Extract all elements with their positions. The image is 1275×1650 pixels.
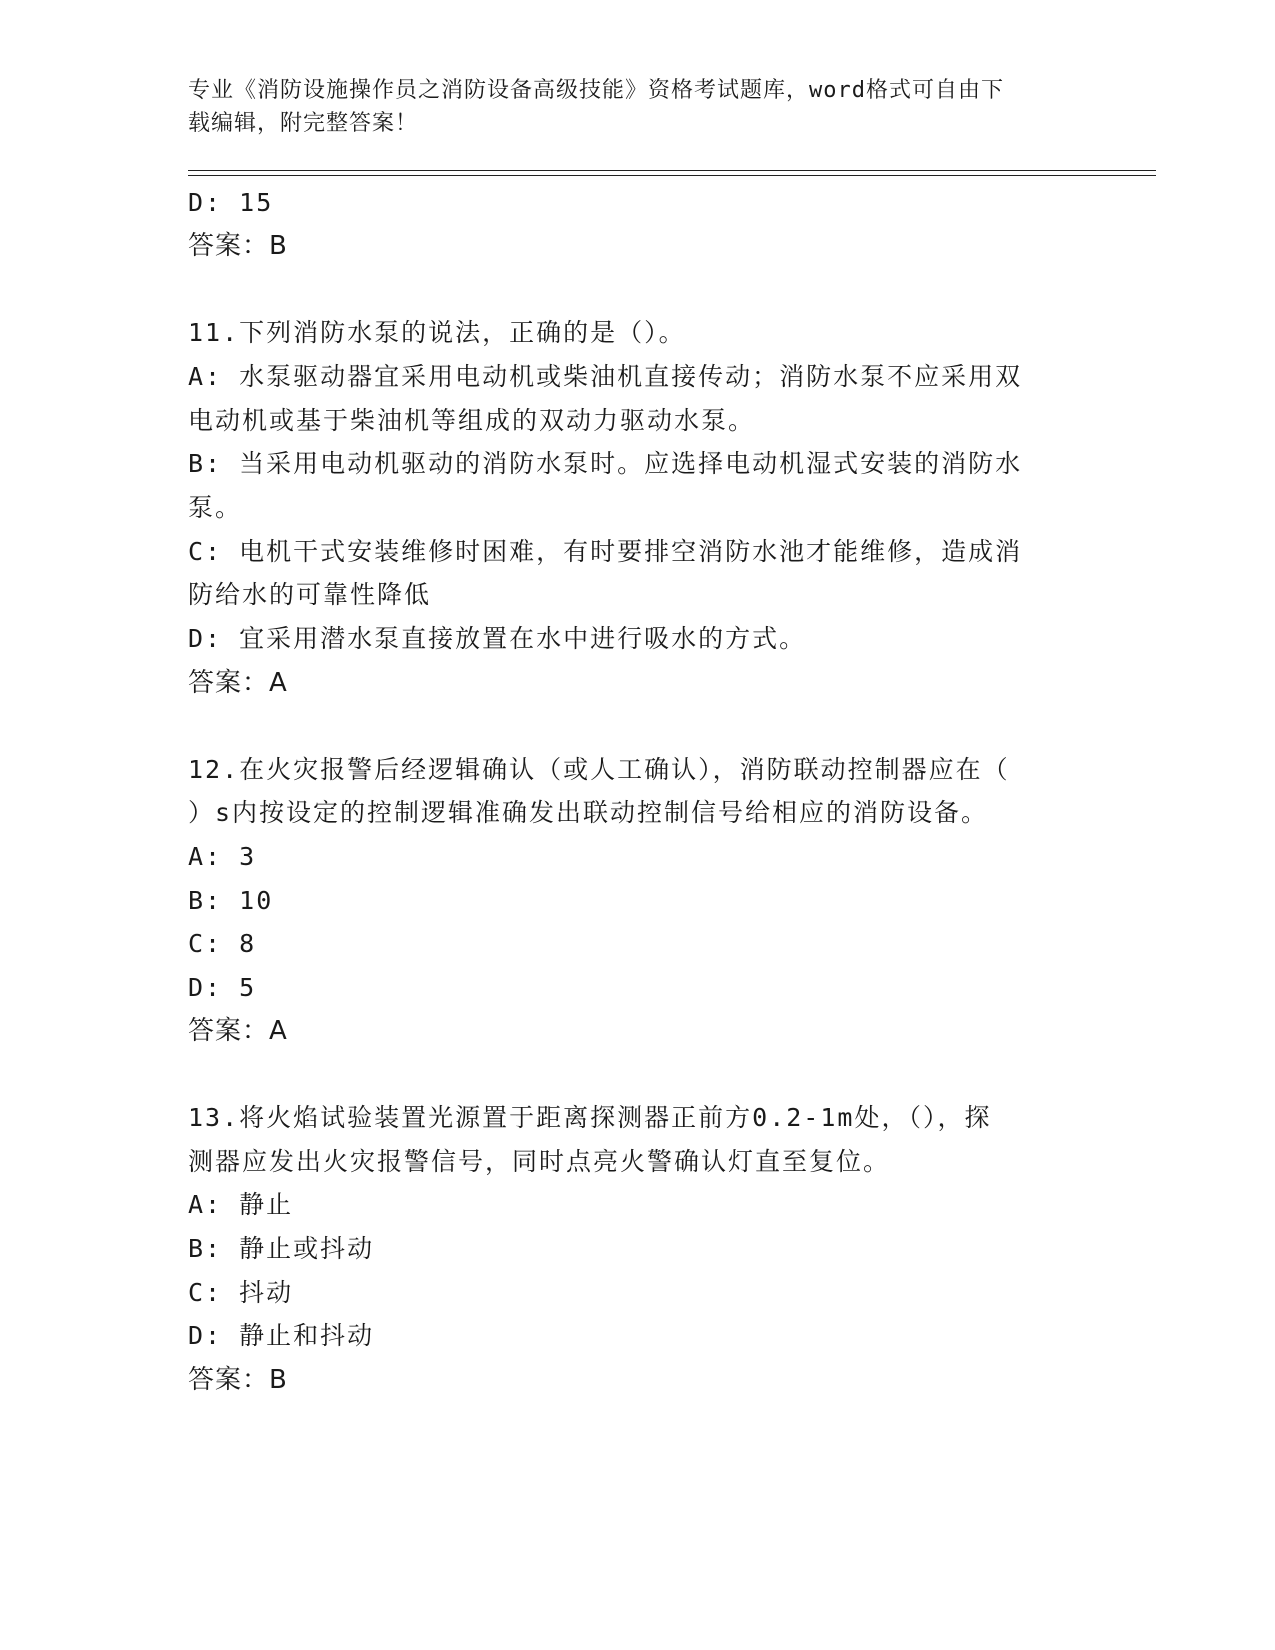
q12-option-c: C: 8 <box>188 929 257 958</box>
q12-option-b: B: 10 <box>188 886 274 915</box>
q11-option-c-line1: C: 电机干式安装维修时困难，有时要排空消防水池才能维修，造成消 <box>188 537 1023 566</box>
q12-stem-line2: ）s内按设定的控制逻辑准确发出联动控制信号给相应的消防设备。 <box>188 798 989 827</box>
q11-option-d: D: 宜采用潜水泵直接放置在水中进行吸水的方式。 <box>188 624 807 653</box>
q12-stem-line1: 12.在火灾报警后经逻辑确认（或人工确认），消防联动控制器应在（ <box>188 755 1010 784</box>
q12-answer: 答案：A <box>188 1016 288 1046</box>
header-rule-top <box>188 170 1156 171</box>
q11-stem: 11.下列消防水泵的说法，正确的是（）。 <box>188 318 686 347</box>
prev-option-d: D: 15 <box>188 188 274 217</box>
q13-option-b: B: 静止或抖动 <box>188 1234 375 1263</box>
q13-stem-line2: 测器应发出火灾报警信号，同时点亮火警确认灯直至复位。 <box>188 1147 891 1176</box>
prev-answer: 答案：B <box>188 231 288 261</box>
header-line-2: 载编辑，附完整答案！ <box>188 111 419 136</box>
q11-option-a-line2: 电动机或基于柴油机等组成的双动力驱动水泵。 <box>188 406 756 435</box>
q11-option-b-line1: B: 当采用电动机驱动的消防水泵时。应选择电动机湿式安装的消防水 <box>188 449 1023 478</box>
header-line-1: 专业《消防设施操作员之消防设备高级技能》资格考试题库，word格式可自由下 <box>188 78 1004 103</box>
q11-option-a-line1: A: 水泵驱动器宜采用电动机或柴油机直接传动；消防水泵不应采用双 <box>188 362 1023 391</box>
header-rule-bottom <box>188 175 1156 176</box>
q11-answer: 答案：A <box>188 668 288 698</box>
q11-option-b-line2: 泵。 <box>188 493 243 522</box>
q13-option-d: D: 静止和抖动 <box>188 1321 375 1350</box>
q13-answer: 答案：B <box>188 1365 288 1395</box>
q12-option-a: A: 3 <box>188 842 257 871</box>
q13-option-a: A: 静止 <box>188 1190 294 1219</box>
q13-stem-line1: 13.将火焰试验装置光源置于距离探测器正前方0.2-1m处，（），探 <box>188 1103 992 1132</box>
document-header <box>188 74 1068 140</box>
q11-option-c-line2: 防给水的可靠性降低 <box>188 580 432 609</box>
q13-option-c: C: 抖动 <box>188 1278 294 1307</box>
q12-option-d: D: 5 <box>188 973 257 1002</box>
